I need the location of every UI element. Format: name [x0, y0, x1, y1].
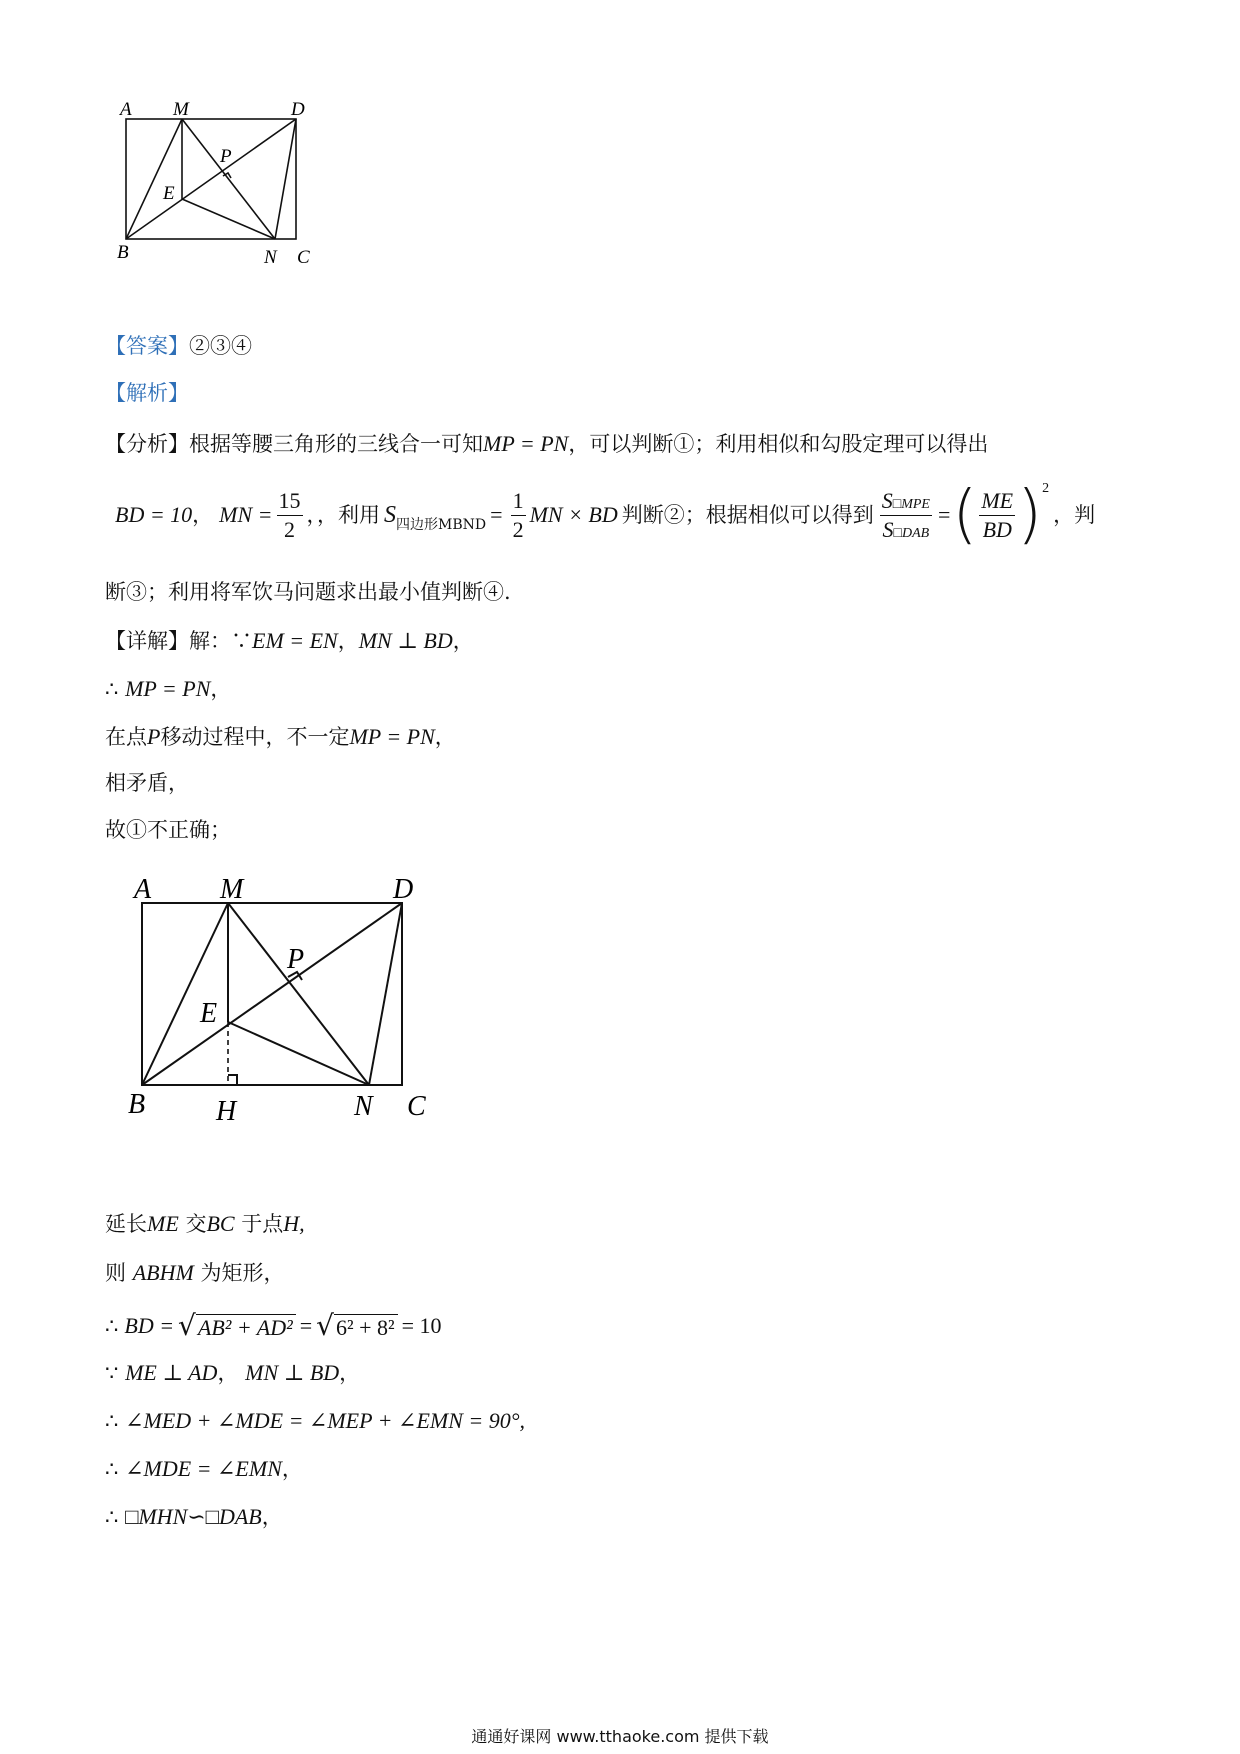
after-similar: □MHN∽□DAB — [125, 1504, 262, 1529]
fenxi-s-sub: 四边形MBND — [396, 517, 487, 533]
answer-line — [105, 336, 252, 357]
answer-value: ②③④ — [189, 334, 252, 358]
figure-1-diagram — [110, 95, 350, 275]
after-line-4 — [105, 1362, 360, 1384]
right-paren: ) — [1017, 478, 1043, 552]
frac-denominator: 2 — [284, 516, 296, 542]
answer-tag: 【答案】 — [105, 334, 189, 358]
fenxi-eq: = — [490, 502, 503, 527]
detail-tag: 【详解】 — [105, 629, 189, 653]
after-line-1 — [105, 1213, 305, 1235]
fig1-label-a: A — [120, 99, 132, 120]
detail-eq-mp-pn: MP = PN — [125, 676, 211, 701]
fenxi-text-2: ，可以判断①；利用相似和勾股定理可以得出 — [568, 432, 989, 456]
fenxi-tag: 【分析】 — [105, 432, 189, 456]
after-comma-2: ， — [339, 1361, 361, 1385]
after-text-2b: 为矩形， — [200, 1261, 285, 1285]
after-line-7 — [105, 1506, 283, 1528]
ratio-sub-bottom: □DAB — [893, 525, 930, 541]
after-me-perp-ad: ME ⊥ AD — [125, 1360, 218, 1385]
detail-eq-mp-pn-2: MP = PN — [349, 724, 435, 749]
detail-line-3: 在点P移动过程中，不一定MP = PN， — [105, 724, 456, 749]
fig2-label-p: P — [287, 944, 305, 975]
fig1-label-n: N — [264, 247, 277, 268]
after-line-6 — [105, 1458, 303, 1480]
detail-line-5: 故①不正确； — [105, 818, 231, 842]
fig1-label-p: P — [220, 146, 232, 167]
fenxi-mn-lhs: MN = — [219, 502, 273, 527]
fenxi-me-bd-frac — [979, 487, 1015, 542]
after-bc: BC — [206, 1211, 235, 1236]
fenxi-line-1 — [105, 433, 988, 455]
detail-point-p: P — [147, 724, 161, 749]
after-angle-eq: ∠MDE = ∠EMN — [125, 1456, 282, 1481]
sqrt-radicand-2: 6² + 8² — [334, 1314, 398, 1339]
fenxi-text-5: ，判 — [1053, 502, 1096, 527]
after-text-1c: 于点 — [241, 1212, 284, 1236]
footer-text: 通通好课网 www.tthaoke.com 提供下载 — [471, 1727, 769, 1746]
fenxi-frac-1-2 — [511, 487, 526, 542]
fig2-label-b: B — [128, 1089, 146, 1120]
fenxi-frac-15-2 — [277, 487, 303, 542]
therefore-sign: ∴ — [105, 1313, 119, 1338]
left-paren: ( — [952, 478, 978, 552]
detail-text-3a: 在点 — [105, 725, 147, 749]
after-text-1a: 延长 — [105, 1212, 147, 1236]
after-line-2 — [105, 1262, 284, 1284]
fig2-label-h: H — [216, 1096, 237, 1127]
frac-numerator: 15 — [277, 490, 303, 516]
after-text-2a: 则 — [105, 1261, 126, 1285]
fenxi-ratio-frac — [880, 487, 932, 542]
therefore-sign: ∴ — [105, 677, 119, 701]
after-text-1b: 交 — [185, 1212, 207, 1236]
fenxi-line-3: 断③；利用将军饮马问题求出最小值判断④. — [105, 580, 511, 604]
ratio-s-bottom: S — [882, 516, 894, 542]
sqrt-sign-1: √ — [178, 1309, 196, 1342]
ratio-denominator — [883, 516, 930, 541]
fig2-label-a: A — [134, 874, 152, 905]
after-comma: ， — [217, 1361, 239, 1385]
sqrt-radicand-1: AB² + AD² — [196, 1314, 296, 1339]
fig2-label-d: D — [393, 874, 414, 905]
frac-denominator: 2 — [512, 516, 524, 542]
after-abhm: ABHM — [132, 1260, 194, 1285]
sqrt-sign-2: √ — [316, 1309, 334, 1342]
because-sign: ∵ — [105, 1361, 119, 1385]
detail-line-1: 【详解】解：∵EM = EN，MN ⊥ BD， — [105, 628, 474, 653]
fig1-label-m: M — [173, 99, 189, 120]
fig1-label-b: B — [117, 242, 129, 263]
after-line-5 — [105, 1410, 525, 1432]
fig2-label-e: E — [200, 998, 218, 1029]
ratio-numerator — [880, 487, 932, 516]
fenxi-line-2 — [115, 478, 1096, 552]
after-h: H, — [283, 1211, 305, 1236]
after-comma-3: ， — [281, 1457, 303, 1481]
detail-text-3b: 移动过程中，不一定 — [160, 725, 350, 749]
fenxi-mn-times-bd: MN × BD — [529, 502, 618, 527]
fenxi-text-4: 判断②；根据相似可以得到 — [621, 502, 874, 527]
after-bd-eq: BD = — [124, 1313, 175, 1338]
fenxi-bd: BD = 10 — [115, 502, 193, 527]
frac-numerator: 1 — [511, 490, 526, 516]
detail-line-2: ∴ MP = PN， — [105, 676, 232, 701]
fenxi-text-3: ，，利用 — [306, 502, 381, 527]
figure-2-diagram — [110, 868, 440, 1128]
fig2-label-m: M — [220, 874, 244, 905]
fenxi-eq-2: = — [937, 502, 951, 527]
analysis-tag: 【解析】 — [105, 381, 189, 405]
detail-eq-mn-perp-bd: MN ⊥ BD — [358, 628, 453, 653]
fenxi-text-1: 根据等腰三角形的三线合一可知 — [189, 432, 483, 456]
therefore-sign: ∴ — [105, 1409, 119, 1433]
fig1-label-c: C — [297, 247, 310, 268]
therefore-sign: ∴ — [105, 1505, 119, 1529]
frac-me: ME — [979, 490, 1015, 516]
fig1-label-d: D — [291, 99, 305, 120]
fenxi-s-letter: S — [384, 502, 397, 528]
detail-line-4: 相矛盾， — [105, 771, 189, 795]
detail-text-1: 解：∵ — [189, 629, 252, 653]
fenxi-eq-mp-pn: MP = PN — [483, 431, 569, 456]
after-me: ME — [147, 1211, 179, 1236]
ratio-s-top: S — [881, 487, 893, 513]
fig2-label-n: N — [354, 1091, 373, 1122]
fig1-label-e: E — [163, 183, 175, 204]
fenxi-comma: ， — [192, 502, 214, 527]
fig2-label-c: C — [407, 1091, 426, 1122]
ratio-sub-top: □MPE — [892, 496, 930, 512]
after-result-10: = 10 — [401, 1313, 442, 1338]
after-mn-perp-bd: MN ⊥ BD — [245, 1360, 340, 1385]
fenxi-square: 2 — [1042, 481, 1050, 496]
after-line-3 — [105, 1309, 442, 1342]
therefore-sign: ∴ — [105, 1457, 119, 1481]
detail-eq-em-en: EM = EN — [252, 628, 338, 653]
after-comma-4: ， — [261, 1505, 283, 1529]
after-eq: = — [299, 1313, 313, 1338]
frac-bd: BD — [982, 516, 1012, 542]
after-angle-sum: ∠MED + ∠MDE = ∠MEP + ∠EMN = 90°, — [125, 1408, 526, 1433]
